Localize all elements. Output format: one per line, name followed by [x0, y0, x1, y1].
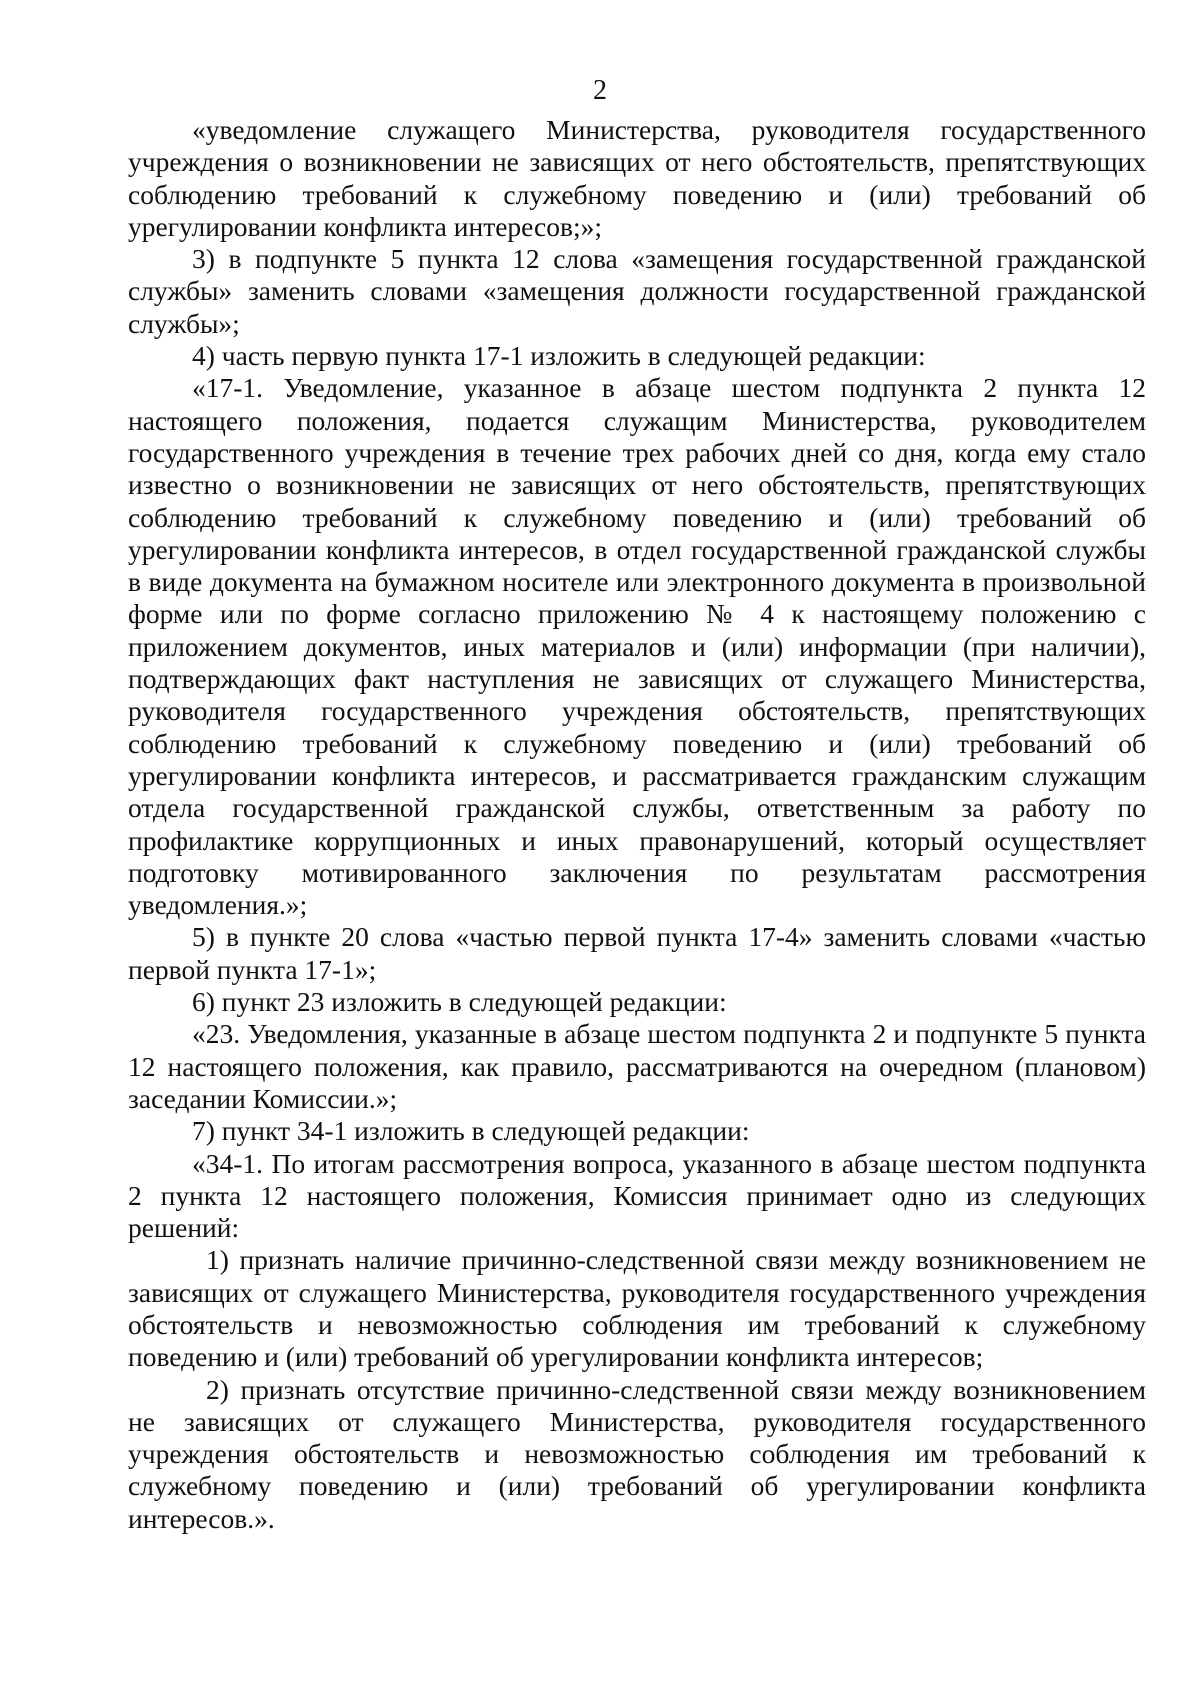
paragraph-clause-23: «23. Уведомления, указанные в абзаце шестом подпункта 2 и подпункте 5 пункта 12 настоящего положения, как правило, рассматриваются на очередном (плановом) заседании Комиссии.»;: [128, 1018, 1146, 1114]
paragraph-item-7: 7) пункт 34-1 изложить в следующей редакции:: [192, 1115, 750, 1147]
paragraph-item-6: 6) пункт 23 изложить в следующей редакции:: [192, 986, 727, 1018]
paragraph-decision-2: 2) признать отсутствие причинно-следственной связи между возникновением не зависящих от служащего Министерства, руководителя государственного учреждения обстоятельств и невозможностью соблюдения им требований к служебному поведению и (или) требований об урегулировании конфликта интересов.».: [128, 1373, 1146, 1534]
paragraph-clause-34-1: «34-1. По итогам рассмотрения вопроса, указанного в абзаце шестом подпункта 2 пункта 12 настоящего положения, Комиссия принимает одно из следующих решений:: [128, 1147, 1146, 1244]
paragraph-notification-definition: «уведомление служащего Министерства, руководителя государственного учреждения о возникновении не зависящих от него обстоятельств, препятствующих соблюдению требований к служебному поведению и (или) требований об урегулировании конфликта интересов;»;: [128, 114, 1146, 242]
page-number: 2: [593, 75, 607, 106]
paragraph-item-3: 3) в подпункте 5 пункта 12 слова «замещения государственной гражданской службы» заменить словами «замещения должности государственной гражданской службы»;: [128, 243, 1146, 339]
document-body: [128, 114, 1146, 1535]
paragraph-item-5: 5) в пункте 20 слова «частью первой пункта 17-4» заменить словами «частью первой пункта 17-1»;: [128, 921, 1146, 985]
paragraph-decision-1: 1) признать наличие причинно-следственной связи между возникновением не зависящих от служащего Министерства, руководителя государственного учреждения обстоятельств и невозможностью соблюдения им требований к служебному поведению и (или) требований об урегулировании конфликта интересов;: [128, 1244, 1146, 1373]
paragraph-item-4: 4) часть первую пункта 17-1 изложить в следующей редакции:: [192, 340, 926, 372]
paragraph-clause-17-1: «17-1. Уведомление, указанное в абзаце шестом подпункта 2 пункта 12 настоящего положения, подается служащим Министерства, руководителем государственного учреждения в течение трех рабочих дней со дня, когда ему стало известно о возникновении не зависящих от него обстоятельств, препятствующих соблюдению требований к служебному поведению и (или) требований об урегулировании конфликта интересов, в отдел государственной гражданской службы в виде документа на бумажном носителе или электронного документа в произвольной форме или по форме согласно приложению № 4 к настоящему положению с приложением документов, иных материалов и (или) информации (при наличии), подтверждающих факт наступления не зависящих от служащего Министерства, руководителя государственного учреждения обстоятельств, препятствующих соблюдению требований к служебному поведению и (или) требований об урегулировании конфликта интересов, и рассматривается гражданским служащим отдела государственной гражданской службы, ответственным за работу по профилактике коррупционных и иных правонарушений, который осуществляет подготовку мотивированного заключения по результатам рассмотрения уведомления.»;: [128, 372, 1146, 921]
